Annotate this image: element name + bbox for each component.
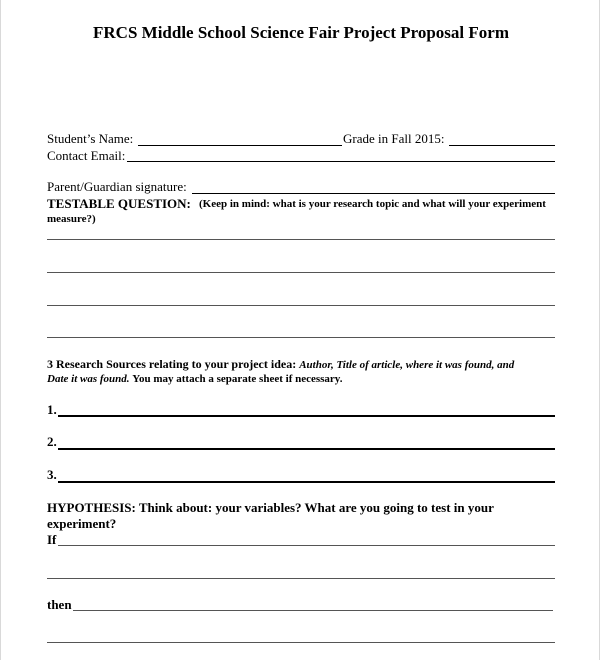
form-title: FRCS Middle School Science Fair Project Proposal Form: [93, 23, 509, 42]
student-name-field[interactable]: [138, 145, 342, 146]
research-sources-heading: [47, 357, 514, 372]
if-field[interactable]: [58, 545, 555, 546]
research-sources-heading-cont: [47, 373, 342, 385]
contact-email-field[interactable]: [127, 161, 555, 162]
hypothesis-prompt-cont: experiment?: [47, 516, 117, 531]
testable-question-hint-cont: measure?): [47, 213, 96, 225]
source-1-field[interactable]: [58, 415, 555, 417]
research-sources-format-cont: Date it was found.: [47, 373, 130, 385]
source-2-label: 2.: [47, 434, 57, 449]
then-label: then: [47, 597, 72, 612]
research-sources-note: You may attach a separate sheet if necessary.: [132, 373, 343, 385]
testable-question-hint: (Keep in mind: what is your research topic and what will your experiment: [199, 198, 546, 210]
hypothesis-prompt: HYPOTHESIS: Think about: your variables? What are you going to test in your: [47, 500, 494, 515]
testable-question-line-2[interactable]: [47, 272, 555, 273]
parent-signature-field[interactable]: [192, 193, 555, 194]
research-sources-format: Author, Title of article, where it was found, and: [299, 359, 515, 371]
testable-question-line-1[interactable]: [47, 239, 555, 240]
contact-email-label: Contact Email:: [47, 148, 126, 163]
source-3-label: 3.: [47, 467, 57, 482]
source-3-field[interactable]: [58, 481, 555, 483]
hypothesis-line-2[interactable]: [47, 578, 555, 579]
source-1-label: 1.: [47, 402, 57, 417]
testable-question-line-4[interactable]: [47, 337, 555, 338]
if-label: If: [47, 532, 57, 547]
research-sources-label: 3 Research Sources relating to your project idea:: [47, 357, 297, 371]
source-2-field[interactable]: [58, 448, 555, 450]
testable-question-label: TESTABLE QUESTION:: [47, 196, 191, 211]
parent-signature-label: Parent/Guardian signature:: [47, 179, 187, 194]
hypothesis-line-4[interactable]: [47, 642, 555, 643]
student-name-label: Student’s Name:: [47, 131, 134, 146]
then-field[interactable]: [73, 610, 553, 611]
grade-field[interactable]: [449, 145, 555, 146]
grade-label: Grade in Fall 2015:: [343, 131, 445, 146]
testable-question-line-3[interactable]: [47, 305, 555, 306]
